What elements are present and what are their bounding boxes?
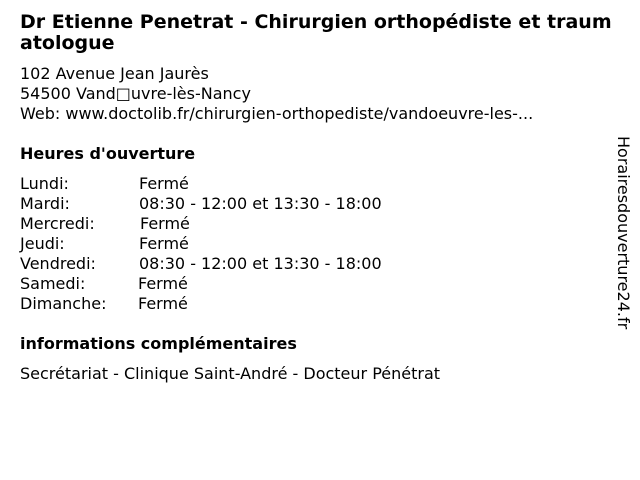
hours-value: Fermé — [139, 234, 189, 253]
hours-value: Fermé — [138, 294, 188, 313]
day-label: Mardi: — [20, 194, 70, 213]
hours-value: 08:30 - 12:00 et 13:30 - 18:00 — [139, 254, 382, 273]
day-label: Samedi: — [20, 274, 86, 293]
page-title: Dr Etienne Penetrat - Chirurgien orthopédiste et traumatologue — [20, 11, 612, 54]
day-label: Vendredi: — [20, 254, 96, 273]
hours-value: Fermé — [140, 214, 190, 233]
info-text: Secrétariat - Clinique Saint-André - Docteur Pénétrat — [20, 364, 441, 383]
street-address: 102 Avenue Jean Jaurès — [20, 64, 209, 83]
hours-value: Fermé — [139, 174, 189, 193]
hours-value: Fermé — [138, 274, 188, 293]
hours-value: 08:30 - 12:00 et 13:30 - 18:00 — [139, 194, 382, 213]
city-address: 54500 Vand□uvre-lès-Nancy — [20, 84, 251, 103]
address-block — [20, 64, 533, 124]
day-label: Mercredi: — [20, 214, 95, 233]
info-heading: informations complémentaires — [20, 334, 297, 353]
day-label: Jeudi: — [20, 234, 65, 253]
hours-heading: Heures d'ouverture — [20, 144, 196, 163]
day-label: Dimanche: — [20, 294, 107, 313]
day-label: Lundi: — [20, 174, 69, 193]
website-link[interactable]: Web: www.doctolib.fr/chirurgien-orthopediste/vandoeuvre-les-... — [20, 104, 534, 123]
site-watermark: Horairesdouverture24.fr — [614, 136, 633, 330]
